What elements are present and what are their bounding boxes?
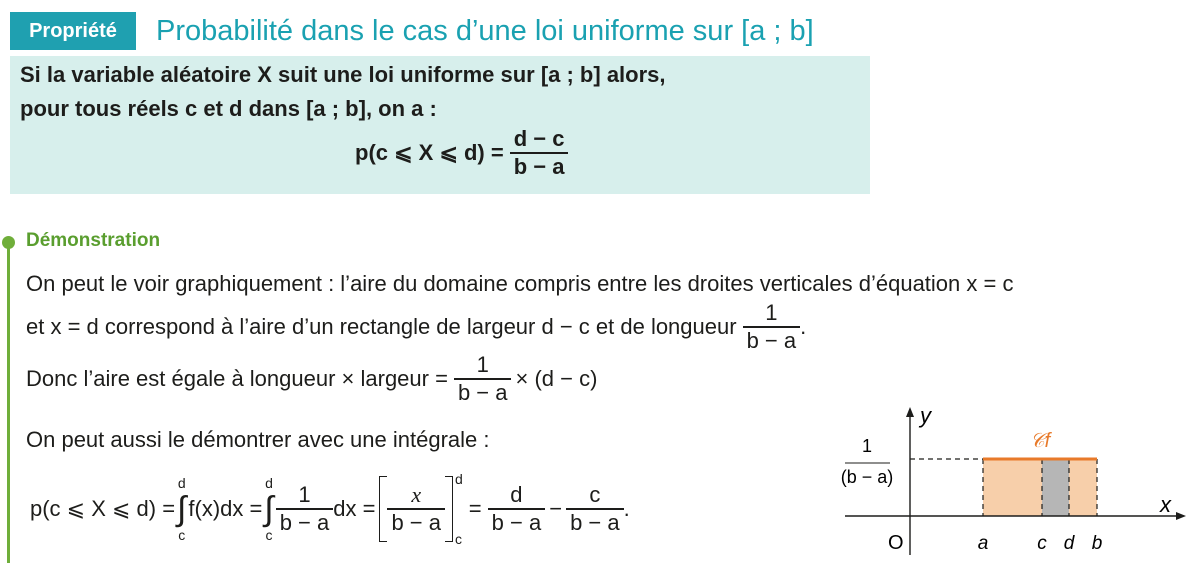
demo-bullet xyxy=(2,236,15,249)
origin-label: O xyxy=(888,532,904,554)
formula-fraction xyxy=(510,126,569,180)
formula-denominator: b − a xyxy=(513,153,565,179)
demo-p2-text: et x = d correspond à l’aire d’un rectangle de largeur d − c et de longueur xyxy=(26,313,737,339)
property-badge-label: Propriété xyxy=(29,19,117,42)
probability-area xyxy=(983,459,1097,516)
eq-minus: − xyxy=(549,496,563,521)
bracket-lower: c xyxy=(455,531,462,547)
eq-dx: dx = xyxy=(333,496,376,521)
integral-upper: d xyxy=(177,475,186,491)
demo-rule xyxy=(7,238,10,563)
property-formula xyxy=(355,126,568,180)
integral-sign: ∫ xyxy=(177,490,187,528)
integral-lower: c xyxy=(178,527,186,543)
property-title: Probabilité dans le cas d’une loi uniforme sur [a ; b] xyxy=(156,15,814,47)
bracket-bounds xyxy=(455,471,463,547)
demo-p3-text: Donc l’aire est égale à longueur × largeur = xyxy=(26,365,448,391)
eq-fraction-4 xyxy=(566,482,624,536)
eq-f: f(x)dx = xyxy=(188,496,263,521)
y-value-numerator: 1 xyxy=(861,436,873,456)
eq-num-1: 1 xyxy=(298,482,311,508)
property-line-2: pour tous réels c et d dans [a ; b], on a : xyxy=(20,96,437,121)
tick-c: c xyxy=(1037,533,1047,554)
c-d-area xyxy=(1042,459,1069,516)
demo-p3-num: 1 xyxy=(476,352,489,377)
curve-label: 𝒞f xyxy=(1030,430,1051,452)
eq-den-1: b − a xyxy=(279,509,330,535)
demo-p3-end: × (d − c) xyxy=(515,365,598,391)
demo-p2-fraction xyxy=(743,300,801,354)
integral-1 xyxy=(177,475,186,543)
demo-p2-num: 1 xyxy=(765,300,778,325)
bracket-expression xyxy=(379,471,462,547)
integral-upper: d xyxy=(265,475,273,491)
demo-paragraph-1: On peut le voir graphiquement : l’aire du domaine compris entre les droites verticales d’équation x = c xyxy=(26,271,1014,296)
y-axis-label: y xyxy=(920,403,931,428)
left-bracket xyxy=(379,476,387,542)
demo-p3-fraction xyxy=(454,352,512,406)
integral-lower: c xyxy=(265,527,273,543)
eq-num-3: d xyxy=(510,482,523,508)
eq-fraction-3 xyxy=(488,482,546,536)
eq-num-4: c xyxy=(589,482,601,508)
right-bracket xyxy=(445,476,453,542)
tick-d: d xyxy=(1063,533,1075,554)
integral-equation xyxy=(30,466,630,552)
demo-p2-den: b − a xyxy=(746,327,797,353)
demo-paragraph-3 xyxy=(26,352,597,406)
x-axis-arrow-icon xyxy=(1176,512,1186,520)
eq-den-4: b − a xyxy=(570,509,620,535)
bracket-upper: d xyxy=(455,471,463,487)
uniform-density-graph xyxy=(800,395,1200,566)
demo-p3-den: b − a xyxy=(457,379,508,405)
eq-num-2: x xyxy=(411,482,422,508)
y-value-denominator: (b − a) xyxy=(840,467,894,487)
eq-end: . xyxy=(623,496,630,521)
eq-den-3: b − a xyxy=(491,509,542,535)
formula-lhs: p(c ⩽ X ⩽ d) = xyxy=(355,139,504,165)
property-line-1: Si la variable aléatoire X suit une loi uniforme sur [a ; b] alors, xyxy=(20,62,666,87)
x-axis-label: x xyxy=(1160,492,1171,517)
integral-sign: ∫ xyxy=(264,490,274,528)
eq-equals: = xyxy=(468,496,482,521)
eq-fraction-1 xyxy=(276,482,334,536)
integral-2 xyxy=(264,475,273,543)
eq-den-2: b − a xyxy=(391,509,441,535)
eq-lhs: p(c ⩽ X ⩽ d) = xyxy=(30,496,176,521)
formula-numerator: d − c xyxy=(513,126,565,151)
demo-paragraph-4: On peut aussi le démontrer avec une intégrale : xyxy=(26,427,490,452)
tick-b: b xyxy=(1091,533,1103,554)
demo-title: Démonstration xyxy=(26,230,161,251)
demo-paragraph-2 xyxy=(26,300,806,354)
eq-fraction-2 xyxy=(387,482,445,536)
y-axis-arrow-icon xyxy=(906,407,914,417)
demo-p2-end: . xyxy=(800,313,807,339)
property-badge xyxy=(10,12,136,50)
tick-a: a xyxy=(977,533,989,554)
